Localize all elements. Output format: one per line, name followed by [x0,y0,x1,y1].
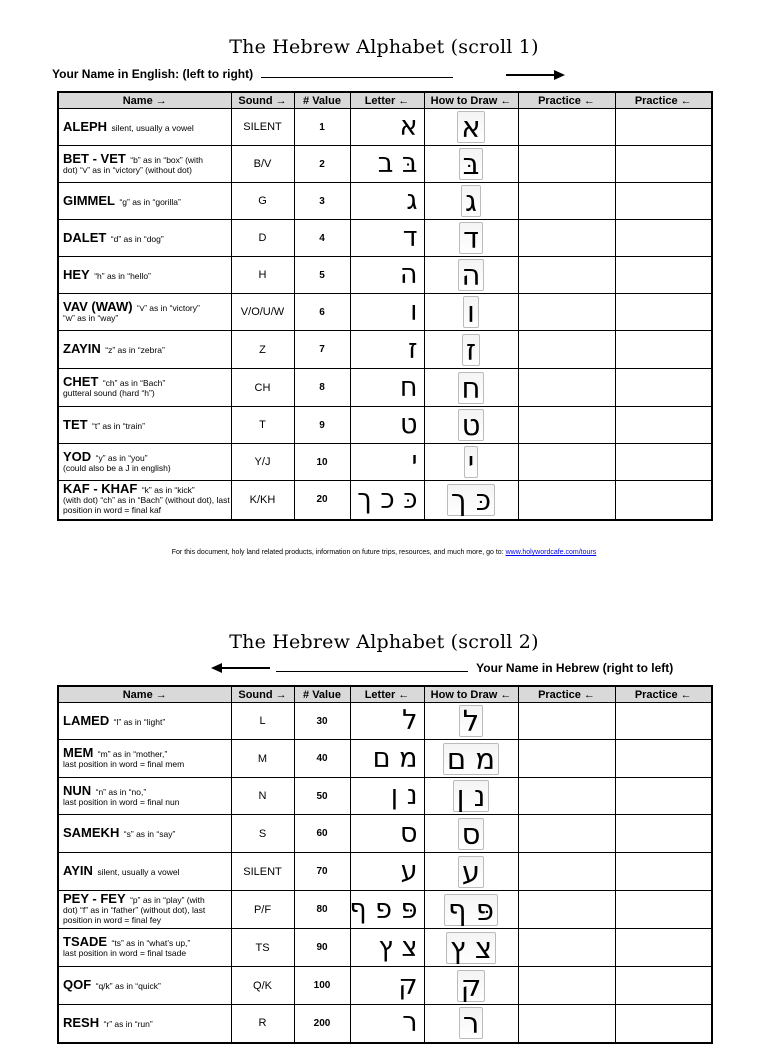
letter-value: 4 [294,220,350,257]
letter-row [58,257,712,294]
hebrew-letter: פּ פ ף [350,891,424,929]
header-letter: Letter ← [350,686,424,703]
stroke-guide-glyph: ח [458,372,485,404]
letter-sound: H [231,257,294,294]
left-arrow-icon [210,662,272,674]
letter-sound: R [231,1005,294,1043]
stroke-guide-glyph: ס [458,818,485,850]
letter-row [58,407,712,444]
practice-cell-1[interactable] [518,815,615,853]
practice-cell-1[interactable] [518,891,615,929]
how-to-draw-cell [424,183,518,220]
letter-description: “g” as in “gorilla” [119,196,181,207]
header-how-to-draw: How to Draw ← [424,686,518,703]
practice-cell-2[interactable] [615,444,712,481]
letter-name: AYIN [63,863,93,878]
practice-cell-1[interactable] [518,929,615,967]
letter-sound: V/O/U/W [231,294,294,331]
footer-text: For this document, holy land related products, information on future trips, resources, and much more, go to: [171,549,504,556]
letter-value: 7 [294,331,350,369]
how-to-draw-cell [424,220,518,257]
hebrew-letter: ר [350,1005,424,1043]
practice-cell-2[interactable] [615,294,712,331]
practice-cell-1[interactable] [518,220,615,257]
letter-row [58,815,712,853]
stroke-guide-glyph: ו [463,296,479,328]
stroke-guide-glyph: ט [458,409,485,441]
letter-name: MEM [63,745,94,760]
letter-name-cell [58,331,231,369]
letter-name-cell [58,929,231,967]
how-to-draw-cell [424,407,518,444]
letter-note: last position in word = final mem [63,759,185,769]
letter-value: 2 [294,146,350,183]
practice-cell-2[interactable] [615,853,712,891]
letter-name: KAF - KHAF [63,481,138,497]
practice-cell-1[interactable] [518,778,615,815]
letter-description: “s” as in “say” [123,829,176,839]
letter-name-cell [58,815,231,853]
letter-sound: G [231,183,294,220]
practice-cell-2[interactable] [615,220,712,257]
practice-cell-1[interactable] [518,703,615,740]
header-sound: Sound → [231,686,294,703]
letter-description: “v” as in “victory” [137,302,200,313]
letter-name-cell [58,778,231,815]
letter-name: RESH [63,1014,100,1030]
letter-note: last position in word = final nun [63,796,180,807]
letter-row [58,183,712,220]
letter-sound: Y/J [231,444,294,481]
practice-cell-1[interactable] [518,444,615,481]
practice-cell-2[interactable] [615,146,712,183]
how-to-draw-cell [424,853,518,891]
scroll2-table [57,685,713,1044]
how-to-draw-cell [424,967,518,1005]
letter-name: PEY - FEY [63,891,126,906]
letter-note: last position in word = final tsade [63,948,187,958]
hebrew-letter: נ ן [350,778,424,815]
letter-row [58,481,712,520]
practice-cell-1[interactable] [518,331,615,369]
letter-value: 20 [294,481,350,520]
letter-sound: K/KH [231,481,294,520]
footer-link[interactable]: www.holywordcafe.com/tours [505,549,597,556]
hebrew-letter: ק [350,967,424,1005]
practice-cell-1[interactable] [518,109,615,146]
letter-row [58,444,712,481]
how-to-draw-cell [424,929,518,967]
letter-value: 100 [294,967,350,1005]
practice-cell-2[interactable] [615,703,712,740]
hebrew-letter: ו [350,294,424,331]
how-to-draw-cell [424,481,518,520]
letter-name: TET [63,416,88,432]
hebrew-letter: צ ץ [350,929,424,967]
letter-sound: CH [231,369,294,407]
letter-value: 3 [294,183,350,220]
letter-sound: Q/K [231,967,294,1005]
practice-cell-2[interactable] [615,740,712,778]
stroke-guide-glyph: י [464,446,479,478]
header-value: # Value [294,92,350,109]
letter-note: “w” as in “way” [63,312,119,323]
letter-name: ALEPH [63,118,108,134]
letter-description: “ts” as in “what’s up,” [111,938,191,948]
stroke-guide-glyph: ה [458,259,485,291]
letter-name-cell [58,444,231,481]
stroke-guide-glyph: פּ ף [444,894,498,926]
header-practice-2: Practice ← [615,686,712,703]
practice-cell-2[interactable] [615,257,712,294]
header-value: # Value [294,686,350,703]
practice-cell-1[interactable] [518,183,615,220]
letter-description: “p” as in “play” (with [130,895,205,905]
practice-cell-2[interactable] [615,778,712,815]
letter-name: DALET [63,229,107,245]
how-to-draw-cell [424,740,518,778]
practice-cell-1[interactable] [518,853,615,891]
letter-name: TSADE [63,934,108,949]
letter-value: 60 [294,815,350,853]
hebrew-letter: ח [350,369,424,407]
letter-sound: B/V [231,146,294,183]
practice-cell-1[interactable] [518,146,615,183]
letter-sound: N [231,778,294,815]
how-to-draw-cell [424,778,518,815]
letter-description: “t” as in “train” [92,420,145,431]
scroll1-header-row [58,92,712,109]
letter-name-cell [58,294,231,331]
how-to-draw-cell [424,146,518,183]
letter-name-cell [58,183,231,220]
scroll2-header-row [58,686,712,703]
letter-note: (could also be a J in english) [63,462,171,473]
hebrew-letter: ז [350,331,424,369]
hebrew-letter: ע [350,853,424,891]
practice-cell-2[interactable] [615,331,712,369]
header-how-to-draw: How to Draw ← [424,92,518,109]
how-to-draw-cell [424,444,518,481]
letter-value: 9 [294,407,350,444]
stroke-guide-glyph: ז [462,334,480,366]
hebrew-letter: ט [350,407,424,444]
letter-name: VAV (WAW) [63,298,133,314]
practice-cell-1[interactable] [518,481,615,520]
letter-name: NUN [63,782,92,798]
scroll1-name-prompt-label: Your Name in English: (left to right) [52,67,254,81]
letter-value: 6 [294,294,350,331]
scroll1-name-blank[interactable] [261,67,453,78]
how-to-draw-cell [424,369,518,407]
stroke-guide-glyph: ק [457,970,486,1002]
letter-row [58,967,712,1005]
practice-cell-2[interactable] [615,967,712,1005]
letter-sound: TS [231,929,294,967]
letter-name-cell [58,369,231,407]
letter-name-cell [58,740,231,778]
letter-sound: Z [231,331,294,369]
letter-description: silent, usually a vowel [97,867,180,877]
header-sound: Sound → [231,92,294,109]
header-letter: Letter ← [350,92,424,109]
stroke-guide-glyph: א [457,111,484,143]
letter-description: “y” as in “you” [95,452,148,463]
practice-cell-1[interactable] [518,407,615,444]
footer-note [0,549,768,556]
right-arrow-icon [504,69,566,81]
hebrew-letter: ל [350,703,424,740]
letter-description: “d” as in “dog” [110,233,164,244]
letter-name-cell [58,109,231,146]
stroke-guide-glyph: ג [461,185,481,217]
hebrew-letter: ה [350,257,424,294]
letter-description: “m” as in “mother,” [97,749,168,759]
letter-name: QOF [63,977,92,992]
hebrew-letter: ד [350,220,424,257]
hebrew-letter: כּ כ ך [350,481,424,520]
how-to-draw-cell [424,257,518,294]
how-to-draw-cell [424,891,518,929]
practice-cell-2[interactable] [615,929,712,967]
letter-name-cell [58,220,231,257]
scroll1-table-body [58,109,712,520]
letter-row [58,294,712,331]
letter-name-cell [58,481,231,520]
letter-value: 1 [294,109,350,146]
hebrew-letter: בּ ב [350,146,424,183]
letter-note: gutteral sound (hard “h”) [63,388,155,398]
how-to-draw-cell [424,109,518,146]
stroke-guide-glyph: צ ץ [446,932,496,964]
letter-row [58,331,712,369]
stroke-guide-glyph: בּ [459,148,484,180]
practice-cell-1[interactable] [518,967,615,1005]
letter-description: “z” as in “zebra” [105,345,165,355]
hebrew-letter: מ ם [350,740,424,778]
stroke-guide-glyph: נ ן [453,780,490,812]
letter-name: GIMMEL [63,192,115,208]
letter-value: 8 [294,369,350,407]
scroll2-name-prompt [276,661,673,675]
letter-row [58,369,712,407]
letter-row [58,109,712,146]
letter-value: 30 [294,703,350,740]
practice-cell-1[interactable] [518,740,615,778]
practice-cell-1[interactable] [518,257,615,294]
letter-name-cell [58,703,231,740]
letter-name: BET - VET [63,150,126,166]
letter-description: “r” as in “run” [103,1018,153,1029]
letter-name: SAMEKH [63,825,120,840]
practice-cell-1[interactable] [518,294,615,331]
letter-description: “l” as in “light” [113,716,166,727]
practice-cell-2[interactable] [615,109,712,146]
scroll2-table-body [58,703,712,1043]
letter-row [58,891,712,929]
letter-description: “h” as in “hello” [94,270,151,281]
letter-note: dot) “f” as in “father” (without dot), last position in word = final fey [63,905,206,925]
header-practice-2: Practice ← [615,92,712,109]
how-to-draw-cell [424,815,518,853]
scroll1-title: The Hebrew Alphabet (scroll 1) [229,36,539,58]
letter-row [58,853,712,891]
letter-description: “q/k” as in “quick” [95,981,161,991]
header-practice-1: Practice ← [518,686,615,703]
letter-name-cell [58,967,231,1005]
letter-value: 70 [294,853,350,891]
letter-note: (with dot) “ch” as in “Bach” (without dot), last position in word = final kaf [63,495,230,516]
letter-sound: SILENT [231,109,294,146]
hebrew-letter: י [350,444,424,481]
letter-name-cell [58,146,231,183]
letter-value: 40 [294,740,350,778]
stroke-guide-glyph: מ ם [443,743,499,775]
practice-cell-1[interactable] [518,369,615,407]
letter-name: HEY [63,266,90,282]
letter-sound: P/F [231,891,294,929]
header-practice-1: Practice ← [518,92,615,109]
letter-value: 200 [294,1005,350,1043]
letter-sound: S [231,815,294,853]
letter-name: YOD [63,448,92,464]
letter-row [58,929,712,967]
hebrew-letter: ג [350,183,424,220]
stroke-guide-glyph: ד [459,222,483,254]
letter-value: 50 [294,778,350,815]
practice-cell-2[interactable] [615,891,712,929]
practice-cell-2[interactable] [615,815,712,853]
how-to-draw-cell [424,703,518,740]
letter-row [58,740,712,778]
letter-name-cell [58,891,231,929]
letter-description: “ch” as in “Bach” [102,378,166,388]
header-name: Name → [58,92,231,109]
stroke-guide-glyph: כּ ך [447,484,495,516]
letter-name: CHET [63,374,99,389]
letter-value: 10 [294,444,350,481]
letter-description: “b” as in “box” (with [130,154,204,165]
letter-name: ZAYIN [63,341,101,356]
letter-note: dot) “v” as in “victory” (without dot) [63,164,192,175]
scroll1-name-prompt [52,67,453,81]
letter-row [58,146,712,183]
practice-cell-2[interactable] [615,369,712,407]
letter-description: “n” as in “no,” [95,786,147,797]
letter-name-cell [58,853,231,891]
letter-description: “k” as in “kick” [141,485,195,496]
letter-value: 80 [294,891,350,929]
letter-sound: D [231,220,294,257]
header-name: Name → [58,686,231,703]
letter-sound: M [231,740,294,778]
practice-cell-2[interactable] [615,481,712,520]
letter-sound: T [231,407,294,444]
how-to-draw-cell [424,294,518,331]
hebrew-letter: א [350,109,424,146]
stroke-guide-glyph: ע [458,856,484,888]
scroll2-title: The Hebrew Alphabet (scroll 2) [229,631,539,653]
letter-row [58,703,712,740]
practice-cell-2[interactable] [615,407,712,444]
letter-sound: L [231,703,294,740]
letter-name-cell [58,257,231,294]
letter-row [58,778,712,815]
stroke-guide-glyph: ר [459,1007,483,1039]
letter-value: 5 [294,257,350,294]
letter-name: LAMED [63,712,110,728]
stroke-guide-glyph: ל [459,705,483,737]
letter-row [58,220,712,257]
scroll2-name-prompt-label: Your Name in Hebrew (right to left) [476,661,674,675]
letter-description: silent, usually a vowel [111,122,194,133]
practice-cell-2[interactable] [615,183,712,220]
letter-value: 90 [294,929,350,967]
scroll1-table [57,91,713,521]
letter-name-cell [58,407,231,444]
letter-sound: SILENT [231,853,294,891]
scroll2-name-blank[interactable] [276,661,468,672]
how-to-draw-cell [424,331,518,369]
hebrew-letter: ס [350,815,424,853]
